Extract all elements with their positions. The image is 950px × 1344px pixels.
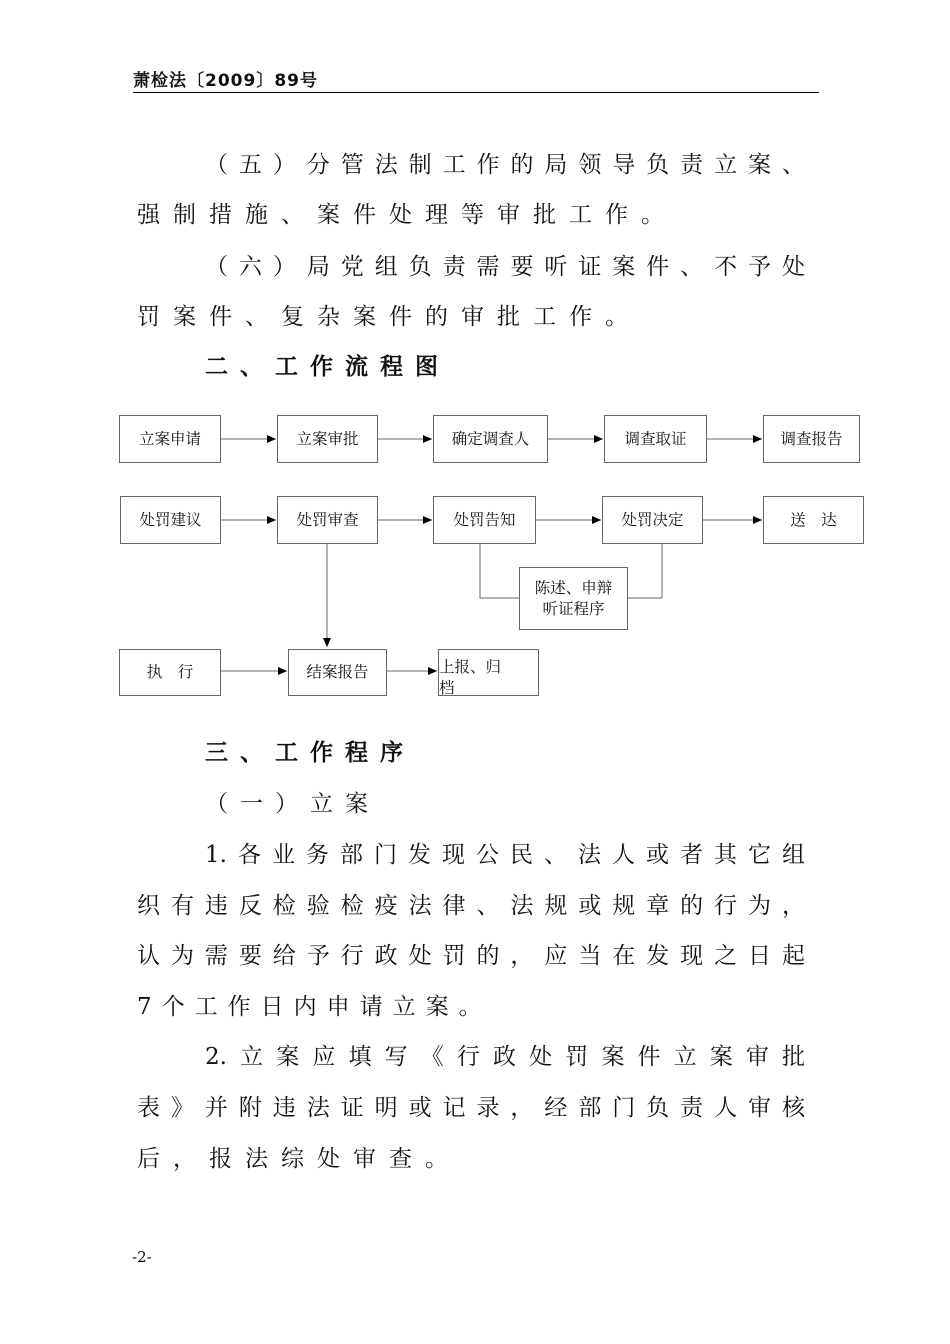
flow-box-penalty-proposal: 处罚建议 [120,496,221,544]
flow-box-penalty-notice: 处罚告知 [433,496,536,544]
flow-box-evidence-collection: 调查取证 [604,415,707,463]
flow-box-case-closing-report: 结案报告 [288,649,387,696]
flow-box-report-and-file [438,649,539,696]
item-1-line-2: 织有违反检验检疫法律、法规或规章的行为， [137,893,805,919]
hearing-loop-left [480,544,519,598]
flow-box-delivery: 送 达 [763,496,864,544]
item-2-line-2: 表》并附违法证明或记录，经部门负责人审核 [137,1095,805,1121]
flow-box-penalty-decision: 处罚决定 [602,496,703,544]
page-number: -2- [132,1248,152,1266]
flow-box-execution: 执 行 [119,649,221,696]
item-2-line-1: 2.立案应填写《行政处罚案件立案审批 [205,1044,805,1070]
paragraph-5-line-2: 强制措施、案件处理等审批工作。 [137,202,677,228]
section-2-heading: 二、工作流程图 [205,353,450,380]
item-1-line-4: 7个工作日内申请立案。 [137,994,492,1020]
flow-box-investigation-report: 调查报告 [763,415,860,463]
item-1-line-1: 1.各业务部门发现公民、法人或者其它组 [205,842,805,868]
report-file-line-1: 上报、归 [439,657,502,676]
paragraph-5-line-1: （五）分管法制工作的局领导负责立案、 [205,152,805,178]
hearing-line-2: 听证程序 [542,599,605,618]
item-2-line-3: 后，报法综处审查。 [137,1146,461,1172]
flow-box-assign-investigator: 确定调查人 [433,415,548,463]
paragraph-6-line-1: （六）局党组负责需要听证案件、不予处 [205,254,805,280]
hearing-line-1: 陈述、申辩 [534,578,613,597]
hearing-loop-right [627,544,662,598]
flow-box-hearing [519,567,628,630]
paragraph-6-line-2: 罚案件、复杂案件的审批工作。 [137,304,641,330]
report-file-line-2: 档 [439,678,455,697]
flow-box-case-approval: 立案审批 [277,415,378,463]
subsection-1-heading: （一）立案 [205,791,380,817]
document-number-header: 萧检法〔2009〕89号 [133,71,318,91]
flow-box-penalty-review: 处罚审查 [277,496,378,544]
section-3-heading: 三、工作程序 [205,739,415,766]
flow-box-case-application: 立案申请 [119,415,221,463]
item-1-line-3: 认为需要给予行政处罚的，应当在发现之日起 [137,943,805,969]
